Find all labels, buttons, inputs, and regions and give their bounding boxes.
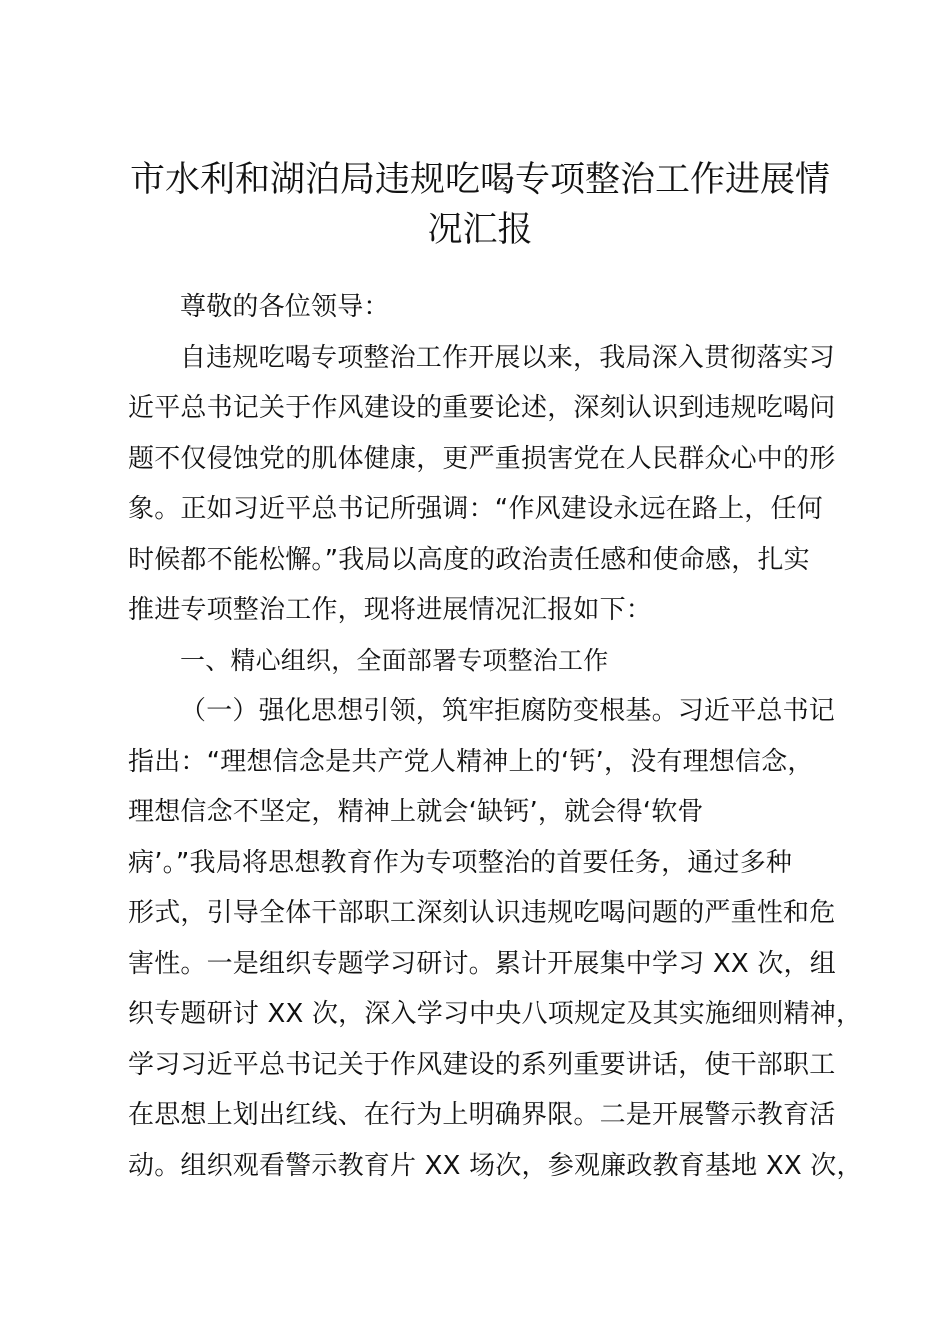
document-title — [110, 155, 850, 255]
salutation: 尊敬的各位领导： — [180, 292, 390, 322]
paragraph-line: 近平总书记关于作风建设的重要论述，深刻认识到违规吃喝问 — [128, 393, 836, 423]
paragraph-line: 指出：“理想信念是共产党人精神上的‘钙’，没有理想信念， — [128, 746, 814, 777]
title-line-2: 况汇报 — [427, 210, 533, 250]
paragraph-line: 推进专项整治工作，现将进展情况汇报如下： — [128, 595, 653, 625]
paragraph-line: （一）强化思想引领，筑牢拒腐防变根基。习近平总书记 — [180, 696, 836, 726]
paragraph-line: 理想信念不坚定，精神上就会‘缺钙’，就会得‘软骨 — [128, 797, 704, 827]
title-line-1: 市水利和湖泊局违规吃喝专项整治工作进展情 — [129, 160, 830, 200]
paragraph-line: 形式，引导全体干部职工深刻认识违规吃喝问题的严重性和危 — [128, 898, 836, 928]
paragraph-line: 织专题研讨 XX 次，深入学习中央八项规定及其实施细则精神， — [128, 999, 863, 1029]
paragraph-line: 学习习近平总书记关于作风建设的系列重要讲话，使干部职工 — [128, 1049, 836, 1080]
paragraph-line: 病’。”我局将思想教育作为专项整治的首要任务，通过多种 — [128, 847, 793, 878]
paragraph-line: 在思想上划出红线、在行为上明确界限。二是开展警示教育活 — [128, 1100, 836, 1130]
document-body — [128, 282, 863, 1191]
paragraph-line: 象。正如习近平总书记所强调：“作风建设永远在路上，任何 — [128, 494, 823, 524]
paragraph-line: 动。组织观看警示教育片 XX 场次，参观廉政教育基地 XX 次， — [128, 1150, 863, 1181]
section-heading: 一、精心组织，全面部署专项整治工作 — [180, 645, 609, 675]
paragraph-line: 自违规吃喝专项整治工作开展以来，我局深入贯彻落实习 — [180, 342, 836, 373]
paragraph-line: 时候都不能松懈。”我局以高度的政治责任感和使命感，扎实 — [128, 544, 810, 575]
paragraph-line: 题不仅侵蚀党的肌体健康，更严重损害党在人民群众心中的形 — [128, 443, 836, 474]
paragraph-line: 害性。一是组织专题学习研讨。累计开展集中学习 XX 次，组 — [128, 948, 836, 979]
